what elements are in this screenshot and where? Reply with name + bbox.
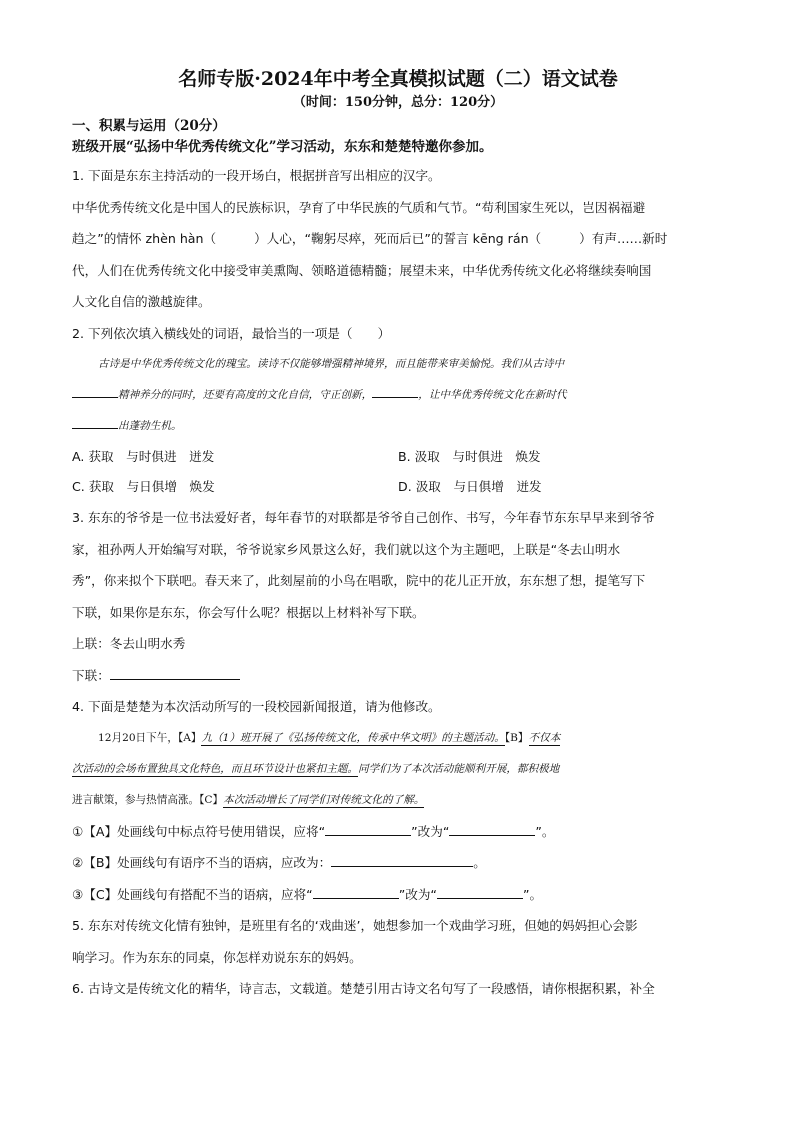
q2-passage-line: 出蓬勃生机。: [72, 411, 724, 442]
section-intro: 班级开展“弘扬中华优秀传统文化”学习活动，东东和楚楚特邀你参加。: [72, 139, 493, 155]
question-5: [72, 910, 724, 973]
question-1: [72, 160, 724, 318]
q4-passage-line: 次活动的会场布置独具文化特色，而且环节设计也紧扣主题。同学们为了本次活动能顺利开展，都积极地: [72, 762, 560, 775]
q6-text-line: 6. 古诗文是传统文化的精华，诗言志，文载道。楚楚引用古诗文名句写了一段感悟，请你根据积累，补全: [72, 981, 655, 996]
q5-text-line: 5. 东东对传统文化情有独钟，是班里有名的‘戏曲迷’，她想参加一个戏曲学习班，但她的妈妈担心会影: [72, 918, 638, 933]
page-title: 名师专版·2024年中考全真模拟试题（二）语文试卷: [178, 68, 618, 90]
q1-text-line: 代，人们在优秀传统文化中接受审美熏陶、领略道德精髓；展望未来，中华优秀传统文化必将继续奏响国: [72, 262, 652, 278]
q4-passage-line: 进言献策，参与热情高涨。【C】本次活动增长了同学们对传统文化的了解。: [72, 793, 425, 806]
section-heading: 一、积累与运用（20分）: [72, 118, 226, 134]
answer-blank[interactable]: [449, 823, 535, 836]
q3-text-line: 下联，如果你是东东，你会写什么呢？根据以上材料补写下联。: [72, 604, 425, 620]
q1-text-line: 趋之”的情怀 zhèn hàn（ ）人心，“鞠躬尽瘁，死而后已”的誓言 kēng rán（ ）有声……新时: [72, 231, 668, 246]
q2-options-row: [72, 442, 724, 472]
q4-sub-1: ①【A】处画线句中标点符号使用错误，应将“ ”改为“ ”。: [72, 823, 555, 839]
exam-info: （时间：150分钟，总分：120分）: [292, 95, 504, 110]
question-2: [72, 318, 724, 503]
answer-blank[interactable]: [331, 854, 473, 867]
answer-blank[interactable]: [372, 384, 418, 398]
q2-options-row: [72, 472, 724, 502]
q3-text-line: 秀”，你来拟个下联吧。春天来了，此刻屋前的小鸟在唱歌，院中的花儿正开放，东东想了想，提笔写下: [72, 573, 646, 588]
option-c[interactable]: C. 获取 与日俱增 焕发: [72, 479, 215, 494]
option-d[interactable]: D. 汲取 与日俱增 迸发: [398, 479, 542, 494]
q5-text-line: 响学习。作为东东的同桌，你怎样劝说东东的妈妈。: [72, 949, 362, 965]
option-b[interactable]: B. 汲取 与时俱进 焕发: [398, 449, 541, 464]
question-6: [72, 973, 724, 1005]
q2-passage: [72, 349, 724, 442]
q4-sub-3: ③【C】处画线句有搭配不当的语病，应将“ ”改为“ ”。: [72, 886, 543, 902]
answer-blank[interactable]: [110, 667, 240, 680]
q4-sub-2: ②【B】处画线句有语序不当的语病，应改为： 。: [72, 855, 486, 870]
question-4: [72, 691, 724, 910]
answer-blank[interactable]: [313, 886, 399, 899]
q2-passage-line: 古诗是中华优秀传统文化的瑰宝。读诗不仅能够增强精神境界，而且能带来审美愉悦。我们从古诗中: [98, 358, 565, 370]
exam-page: [72, 66, 724, 1005]
q4-stem: 4. 下面是楚楚为本次活动所写的一段校园新闻报道，请为他修改。: [72, 699, 441, 714]
answer-blank[interactable]: [72, 415, 118, 429]
q1-stem: 1. 下面是东东主持活动的一段开场白，根据拼音写出相应的汉字。: [72, 168, 441, 183]
upper-couplet: 上联：冬去山明水秀: [72, 636, 186, 651]
q2-passage-line: 精神养分的同时，还要有高度的文化自信，守正创新， ，让中华优秀传统文化在新时代: [72, 380, 724, 411]
lower-couplet: 下联：: [72, 660, 724, 692]
answer-blank[interactable]: [72, 384, 118, 398]
answer-blank[interactable]: [325, 823, 411, 836]
question-3: [72, 502, 724, 691]
q4-passage: [72, 723, 724, 816]
q3-text-line: 家，祖孙两人开始编写对联，爷爷说家乡风景这么好，我们就以这个为主题吧，上联是“冬去山明水: [72, 541, 621, 557]
q1-text-line: 人文化自信的激越旋律。: [72, 294, 211, 309]
option-a[interactable]: A. 获取 与时俱进 迸发: [72, 449, 215, 464]
q1-text-line: 中华优秀传统文化是中国人的民族标识，孕育了中华民族的气质和气节。“苟利国家生死以，岂因祸福避: [72, 199, 646, 215]
answer-blank[interactable]: [437, 886, 523, 899]
q2-stem: 2. 下列依次填入横线处的词语，最恰当的一项是（ ）: [72, 325, 391, 341]
q4-passage-line: 12月20日下午，【A】九（1）班开展了《弘扬传统文化，传承中华文明》的主题活动。【B】不仅本: [98, 731, 561, 744]
q3-text-line: 3. 东东的爷爷是一位书法爱好者，每年春节的对联都是爷爷自己创作、书写，今年春节东东早早来到爷爷: [72, 510, 655, 525]
